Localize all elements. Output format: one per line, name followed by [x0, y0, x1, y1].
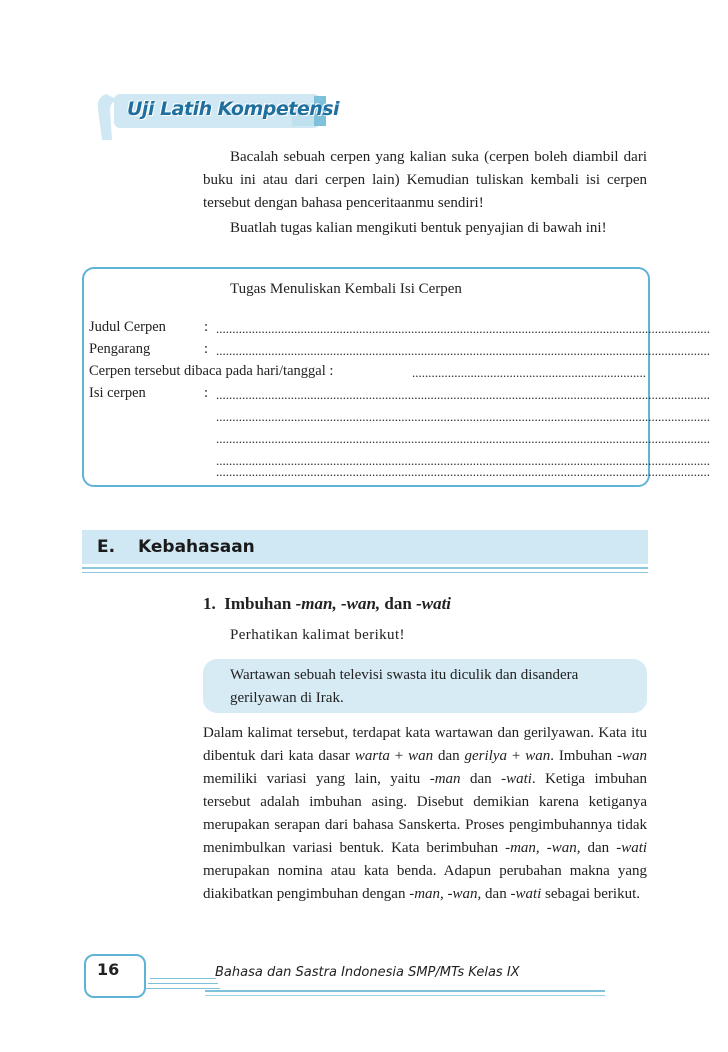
- subsection-title-prefix: Imbuhan: [224, 594, 292, 613]
- section-rule-thin: [82, 572, 648, 573]
- section-rule: [82, 567, 648, 569]
- task-sep-tanggal: :: [329, 363, 334, 379]
- task-label-isi: Isi cerpen: [89, 385, 146, 401]
- fill-line-isi-4[interactable]: ........................................................................................................................................................: [216, 453, 710, 468]
- task-sep-judul: :: [204, 319, 209, 335]
- body-emph: -wati: [616, 840, 648, 856]
- body-emph: -wan: [617, 748, 647, 764]
- body-emph: gerilya: [464, 748, 507, 764]
- body-text: dan: [587, 840, 610, 856]
- intro-text-1: Bacalah sebuah cerpen yang kalian suka (cerpen boleh diambil dari buku ini atau dari cerpen lain) Kemudian tuliskan kembali isi cerpen tersebut dengan bahasa penceritaanmu sendiri!: [203, 149, 647, 211]
- body-emph: -man, -wan,: [505, 840, 581, 856]
- body-text: +: [511, 748, 521, 764]
- body-paragraph: [203, 722, 647, 906]
- body-text: +: [394, 748, 404, 764]
- subsection-instruction: Perhatikan kalimat berikut!: [230, 627, 405, 643]
- body-text: dan: [437, 748, 460, 764]
- body-emph: -man: [429, 771, 461, 787]
- fill-line-tanggal[interactable]: ........................................................................: [412, 365, 646, 380]
- body-emph: -wati: [510, 886, 542, 902]
- banner-title: Uji Latih Kompetensi: [127, 98, 340, 120]
- body-text: dan: [469, 771, 492, 787]
- footer-rule-thin: [205, 995, 605, 996]
- fill-line-isi-1[interactable]: ........................................................................................................................................................: [216, 387, 710, 402]
- section-title: Kebahasaan: [138, 537, 255, 557]
- body-emph: wan: [525, 748, 551, 764]
- fill-line-pengarang[interactable]: ........................................................................................................................................................: [216, 343, 710, 358]
- subsection-title-last: -wati: [416, 594, 452, 613]
- task-row-judul: [89, 319, 208, 336]
- footer-line: [146, 988, 220, 989]
- subsection-title-and: dan: [384, 594, 412, 613]
- intro-text-2: Buatlah tugas kalian mengikuti bentuk penyajian di bawah ini!: [230, 220, 607, 236]
- body-emph: -man, -wan,: [409, 886, 482, 902]
- task-sep-isi: :: [204, 385, 209, 401]
- footer-book-title: Bahasa dan Sastra Indonesia SMP/MTs Kelas IX: [215, 965, 520, 980]
- task-label-tanggal: Cerpen tersebut dibaca pada hari/tanggal: [89, 363, 326, 379]
- body-text: . Imbuhan: [550, 748, 613, 764]
- fill-line-isi-5[interactable]: ........................................................................................................................................................: [216, 464, 710, 479]
- body-text: memiliki variasi yang lain, yaitu: [203, 771, 421, 787]
- example-sentence: Wartawan sebuah televisi swasta itu diculik dan disandera gerilyawan di Irak.: [230, 667, 579, 706]
- subsection-heading: [203, 594, 451, 614]
- task-row-tanggal: [89, 363, 333, 380]
- page-number: 16: [97, 960, 120, 979]
- body-emph: wan: [408, 748, 434, 764]
- body-text: dan: [485, 886, 507, 902]
- fill-line-isi-3[interactable]: ........................................................................................................................................................: [216, 431, 710, 446]
- footer-line: [150, 978, 216, 979]
- fill-line-judul[interactable]: ........................................................................................................................................................: [216, 321, 710, 336]
- body-text: sebagai berikut.: [545, 886, 641, 902]
- footer-line: [148, 983, 218, 984]
- body-text: Dalam kalimat tersebut, terdapat kata wartawan dan gerilyawan. Kata itu dibentuk dari kata dasar: [203, 725, 647, 764]
- task-row-pengarang: [89, 341, 208, 358]
- footer-rule: [205, 990, 605, 992]
- fill-line-isi-2[interactable]: ........................................................................................................................................................: [216, 409, 710, 424]
- body-emph: warta: [354, 748, 390, 764]
- body-text: . Ketiga imbuhan tersebut adalah imbuhan asing. Disebut demikian karena ketiganya merupakan serapan dari bahasa Sanskerta. Proses pengimbuhannya tidak menimbulkan variasi bentuk. Kata berimbuhan: [203, 771, 648, 856]
- task-sep-pengarang: :: [204, 341, 209, 357]
- body-text: merupakan nomina atau kata benda. Adapun perubahan makna yang diakibatkan pengimbuhan dengan: [203, 863, 647, 902]
- task-label-pengarang: Pengarang: [89, 341, 151, 357]
- subsection-title-suffixes: -man, -wan,: [295, 594, 381, 613]
- body-emph: -wati: [501, 771, 532, 787]
- task-title: Tugas Menuliskan Kembali Isi Cerpen: [230, 281, 462, 297]
- section-letter: E.: [97, 537, 116, 557]
- subsection-number: 1.: [203, 594, 216, 613]
- task-label-judul: Judul Cerpen: [89, 319, 166, 335]
- task-row-isi: [89, 385, 208, 402]
- intro-paragraph: [203, 146, 647, 240]
